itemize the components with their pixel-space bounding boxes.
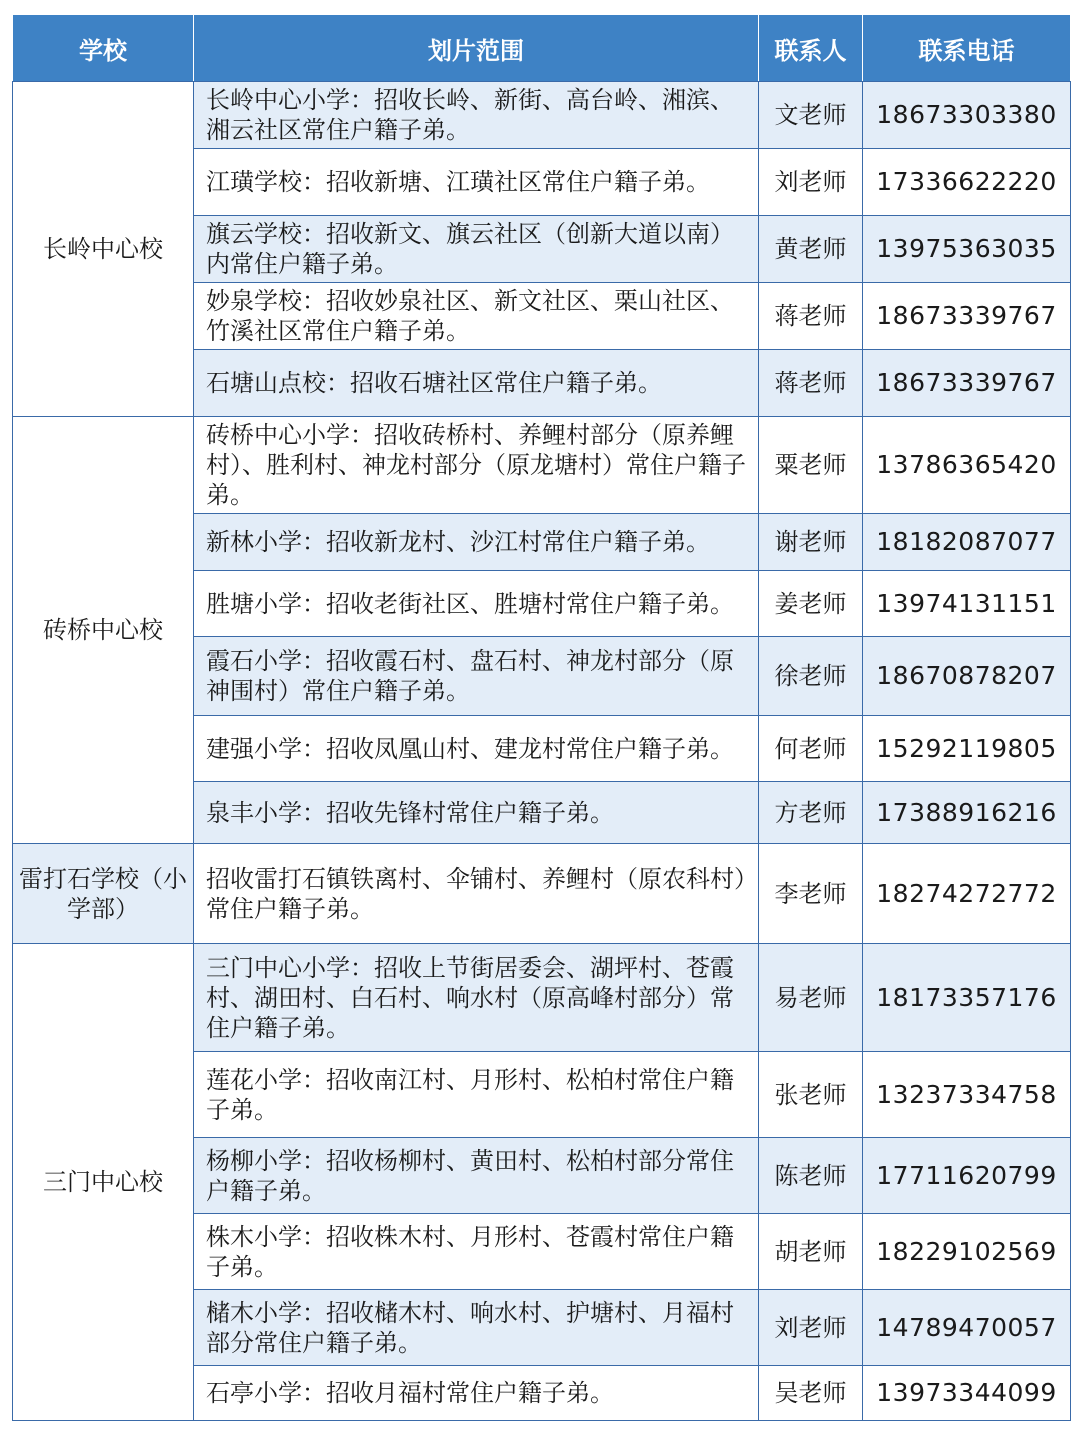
enrollment-table	[12, 14, 1071, 1421]
table-row	[13, 844, 1071, 944]
scope-cell: 杨柳小学：招收杨柳村、黄田村、松柏村部分常住户籍子弟。	[194, 1138, 759, 1214]
scope-cell: 槠木小学：招收槠木村、响水村、护塘村、月福村部分常住户籍子弟。	[194, 1290, 759, 1366]
phone-cell: 13973344099	[863, 1366, 1071, 1421]
phone-cell: 17336622220	[863, 149, 1071, 216]
phone-cell: 18182087077	[863, 514, 1071, 571]
phone-cell: 18670878207	[863, 637, 1071, 716]
table-body	[13, 82, 1071, 1421]
phone-cell: 13786365420	[863, 417, 1071, 514]
phone-cell: 17711620799	[863, 1138, 1071, 1214]
table-row	[13, 82, 1071, 149]
scope-cell: 石亭小学：招收月福村常住户籍子弟。	[194, 1366, 759, 1421]
phone-cell: 18229102569	[863, 1214, 1071, 1290]
scope-cell: 妙泉学校：招收妙泉社区、新文社区、栗山社区、竹溪社区常住户籍子弟。	[194, 283, 759, 350]
phone-cell: 13237334758	[863, 1052, 1071, 1138]
contact-cell: 谢老师	[759, 514, 863, 571]
school-cell: 长岭中心校	[13, 82, 194, 417]
contact-cell: 蒋老师	[759, 350, 863, 417]
phone-cell: 14789470057	[863, 1290, 1071, 1366]
contact-cell: 黄老师	[759, 216, 863, 283]
phone-cell: 18673339767	[863, 283, 1071, 350]
header-scope: 划片范围	[194, 15, 759, 82]
contact-cell: 文老师	[759, 82, 863, 149]
scope-cell: 长岭中心小学：招收长岭、新街、高台岭、湘滨、湘云社区常住户籍子弟。	[194, 82, 759, 149]
table-row	[13, 417, 1071, 514]
contact-cell: 粟老师	[759, 417, 863, 514]
scope-cell: 石塘山点校：招收石塘社区常住户籍子弟。	[194, 350, 759, 417]
contact-cell: 李老师	[759, 844, 863, 944]
contact-cell: 易老师	[759, 944, 863, 1052]
enrollment-table-container	[12, 14, 1070, 1421]
phone-cell: 18673303380	[863, 82, 1071, 149]
phone-cell: 13975363035	[863, 216, 1071, 283]
school-cell: 三门中心校	[13, 944, 194, 1421]
scope-cell: 胜塘小学：招收老街社区、胜塘村常住户籍子弟。	[194, 571, 759, 637]
contact-cell: 胡老师	[759, 1214, 863, 1290]
phone-cell: 13974131151	[863, 571, 1071, 637]
contact-cell: 方老师	[759, 782, 863, 844]
phone-cell: 18173357176	[863, 944, 1071, 1052]
contact-cell: 陈老师	[759, 1138, 863, 1214]
contact-cell: 吴老师	[759, 1366, 863, 1421]
scope-cell: 招收雷打石镇铁离村、伞铺村、养鲤村（原农科村）常住户籍子弟。	[194, 844, 759, 944]
scope-cell: 旗云学校：招收新文、旗云社区（创新大道以南）内常住户籍子弟。	[194, 216, 759, 283]
school-cell: 雷打石学校（小学部）	[13, 844, 194, 944]
contact-cell: 徐老师	[759, 637, 863, 716]
scope-cell: 建强小学：招收凤凰山村、建龙村常住户籍子弟。	[194, 716, 759, 782]
phone-cell: 18673339767	[863, 350, 1071, 417]
scope-cell: 江璜学校：招收新塘、江璜社区常住户籍子弟。	[194, 149, 759, 216]
scope-cell: 莲花小学：招收南江村、月形村、松柏村常住户籍子弟。	[194, 1052, 759, 1138]
scope-cell: 泉丰小学：招收先锋村常住户籍子弟。	[194, 782, 759, 844]
school-cell: 砖桥中心校	[13, 417, 194, 844]
phone-cell: 15292119805	[863, 716, 1071, 782]
header-phone: 联系电话	[863, 15, 1071, 82]
scope-cell: 新林小学：招收新龙村、沙江村常住户籍子弟。	[194, 514, 759, 571]
header-school: 学校	[13, 15, 194, 82]
table-row	[13, 944, 1071, 1052]
table-header-row	[13, 15, 1071, 82]
contact-cell: 刘老师	[759, 1290, 863, 1366]
contact-cell: 蒋老师	[759, 283, 863, 350]
scope-cell: 株木小学：招收株木村、月形村、苍霞村常住户籍子弟。	[194, 1214, 759, 1290]
contact-cell: 姜老师	[759, 571, 863, 637]
scope-cell: 砖桥中心小学：招收砖桥村、养鲤村部分（原养鲤村）、胜利村、神龙村部分（原龙塘村）常住户籍子弟。	[194, 417, 759, 514]
contact-cell: 张老师	[759, 1052, 863, 1138]
header-contact: 联系人	[759, 15, 863, 82]
scope-cell: 三门中心小学：招收上节街居委会、湖坪村、苍霞村、湖田村、白石村、响水村（原高峰村部分）常住户籍子弟。	[194, 944, 759, 1052]
contact-cell: 何老师	[759, 716, 863, 782]
phone-cell: 18274272772	[863, 844, 1071, 944]
phone-cell: 17388916216	[863, 782, 1071, 844]
contact-cell: 刘老师	[759, 149, 863, 216]
scope-cell: 霞石小学：招收霞石村、盘石村、神龙村部分（原神围村）常住户籍子弟。	[194, 637, 759, 716]
